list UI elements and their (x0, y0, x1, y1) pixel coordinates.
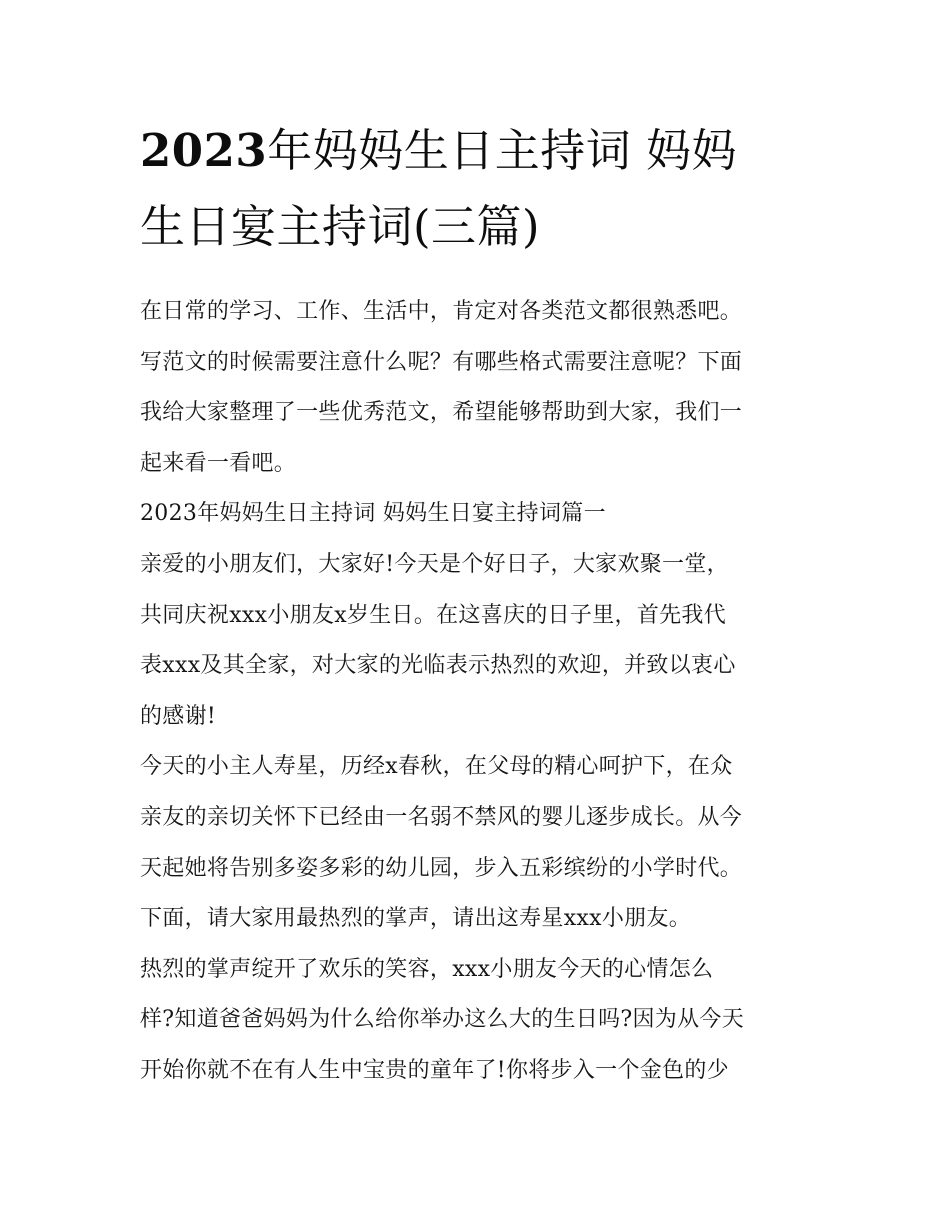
body-line: 起来看一看吧。 (140, 450, 297, 476)
body-line: 开始你就不在有人生中宝贵的童年了!你将步入一个金色的少 (140, 1057, 729, 1083)
body-line: 天起她将告别多姿多彩的幼儿园，步入五彩缤纷的小学时代。 (140, 855, 743, 881)
document-title (140, 113, 815, 265)
body-line: 在日常的学习、工作、生活中，肯定对各类范文都很熟悉吧。 (140, 299, 743, 324)
body-line: 写范文的时候需要注意什么呢？有哪些格式需要注意呢？下面 (140, 349, 743, 375)
body-line: 亲爱的小朋友们，大家好!今天是个好日子，大家欢聚一堂， (140, 551, 729, 577)
title-line-2: 生日宴主持词(三篇) (140, 200, 541, 253)
body-line: 亲友的亲切关怀下已经由一名弱不禁风的婴儿逐步成长。从今 (140, 804, 743, 830)
document-body (140, 287, 815, 1097)
body-line: 热烈的掌声绽开了欢乐的笑容，xxx小朋友今天的心情怎么 (140, 956, 714, 982)
section-heading: 2023年妈妈生日主持词 妈妈生日宴主持词篇一 (140, 501, 606, 527)
body-line: 样?知道爸爸妈妈为什么给你举办这么大的生日吗?因为从今天 (140, 1007, 744, 1033)
body-line: 的感谢! (140, 703, 217, 729)
body-line: 表xxx及其全家，对大家的光临表示热烈的欢迎，并致以衷心 (140, 653, 736, 679)
title-year: 2023 (140, 124, 268, 177)
body-line: 下面，请大家用最热烈的掌声，请出这寿星xxx小朋友。 (140, 906, 692, 932)
body-line: 共同庆祝xxx小朋友x岁生日。在这喜庆的日子里，首先我代 (140, 602, 727, 628)
body-line: 今天的小主人寿星，历经x春秋，在父母的精心呵护下，在众 (140, 754, 733, 780)
body-line: 我给大家整理了一些优秀范文，希望能够帮助到大家，我们一 (140, 400, 743, 426)
document-content (140, 113, 815, 1097)
title-line-1: 年妈妈生日主持词 妈妈 (267, 124, 738, 177)
